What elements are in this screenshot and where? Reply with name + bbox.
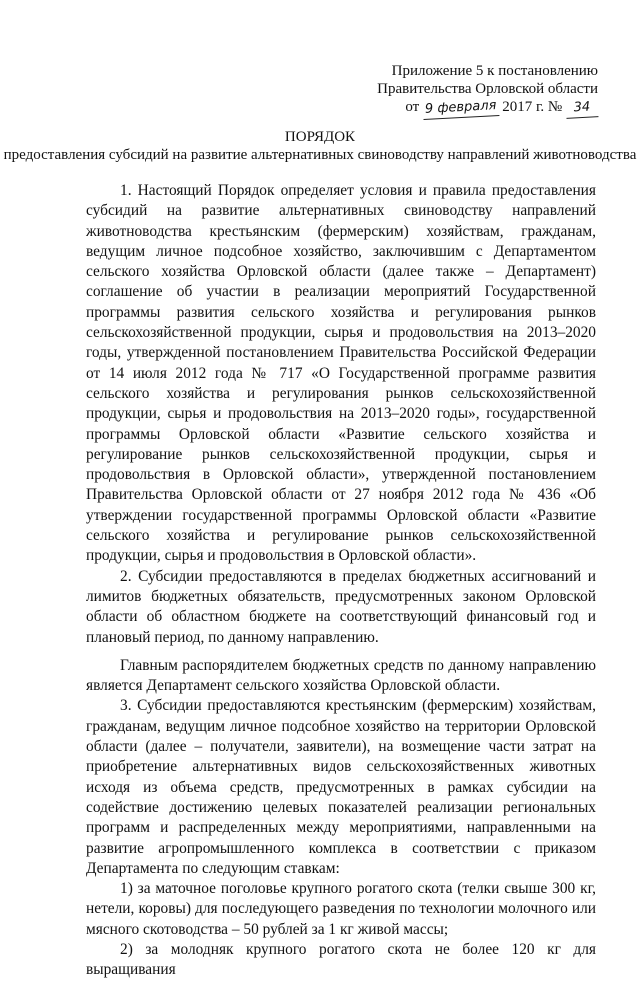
header-line-government: Правительства Орловской области [377, 81, 598, 97]
from-label: от [405, 99, 420, 115]
header-line-appendix: Приложение 5 к постановлению [391, 63, 598, 79]
paragraph-main-manager: Главным распорядителем бюджетных средств по данному направлению является Департамент сельского хозяйства Орловской области. [86, 656, 596, 695]
year-number-label: 2017 г. № [502, 99, 563, 115]
paragraph-rate-1: 1) за маточное поголовье крупного рогатого скота (телки свыше 300 кг, нетели, коровы) для последующего разведения по технологии молочного или мясного скотоводства – 50 рублей за 1 кг живой массы; [86, 880, 596, 938]
handwritten-number: 34 [566, 98, 599, 119]
handwritten-date: 9 февраля [422, 97, 498, 120]
paragraph-1: 1. Настоящий Порядок определяет условия и правила предоставления субсидий на развитие альтернативных свиноводству направлений животноводства крестьянским (фермерским) хозяйствам, гражданам, ведущим личное подсобное хозяйство, заключившим с Департаментом сельского хозяйства Орловской области (далее также – Департамент) соглашение об участии в реализации мероприятий Государственной программы развития сельского хозяйства и регулирования рынков сельскохозяйственной продукции, сырья и продовольствия на 2013–2020 годы, утвержденной постановлением Правительства Российской Федерации от 14 июля 2012 года № 717 «О Государственной программе развития сельского хозяйства и регулирования рынков сельскохозяйственной продукции, сырья и продовольствия на 2013–2020 годы», государственной программы Орловской области «Развитие сельского хозяйства и регулирование рынков сельскохозяйственной продукции, сырья и продовольствия в Орловской области», утвержденной постановлением Правительства Орловской области от 27 ноября 2012 года № 436 «Об утверждении государственной программы Орловской области «Развитие сельского хозяйства и регулирование рынков сельскохозяйственной продукции, сырья и продовольствия в Орловской области». [86, 182, 596, 565]
document-body [86, 181, 596, 981]
paragraph-rate-2: 2) за молодняк крупного рогатого скота не более 120 кг для выращивания [86, 940, 596, 979]
paragraph-2: 2. Субсидии предоставляются в пределах бюджетных ассигнований и лимитов бюджетных обязательств, предусмотренных законом Орловской области об областном бюджете на соответствующий финансовый год и плановый период, по данному направлению. [86, 567, 596, 646]
paragraph-3: 3. Субсидии предоставляются крестьянским (фермерским) хозяйствам, гражданам, ведущим личное подсобное хозяйство на территории Орловской области (далее – получатели, заявители), на возмещение части затрат на приобретение альтернативных видов сельскохозяйственных животных исходя из объема средств, предусмотренных в рамках субсидии на содействие достижению целевых показателей реализации региональных программ и распределенных между мероприятиями, направленными на развитие агропромышленного комплекса в соответствии с приказом Департамента по следующим ставкам: [86, 697, 596, 877]
document-subtitle: предоставления субсидий на развитие альтернативных свиноводству направлений животноводства [3, 147, 637, 163]
header-line-date [338, 98, 598, 118]
approval-header [338, 62, 598, 118]
paragraph-spacer [86, 648, 596, 656]
document-title: ПОРЯДОК [284, 129, 356, 145]
